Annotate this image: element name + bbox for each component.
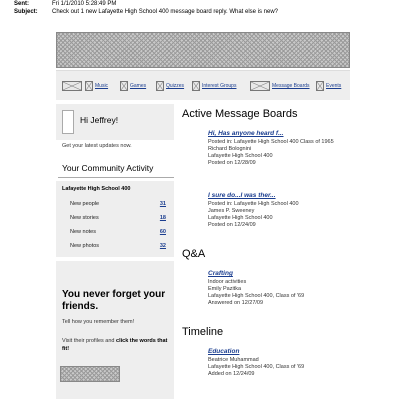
image-placeholder[interactable]	[60, 366, 120, 382]
message-board-link[interactable]: Hi, Has anyone heard f...	[208, 130, 284, 137]
sent-value: Fri 1/1/2010 5:28:49 PM	[52, 1, 117, 7]
entry-line: Posted on 12/24/09	[208, 222, 256, 228]
subject-label: Subject:	[14, 9, 38, 15]
nav-item-quizzes[interactable]	[156, 81, 184, 91]
stat-row-new-stories	[70, 215, 166, 221]
remember-friends-box	[56, 261, 174, 399]
quizzes-icon	[156, 81, 164, 91]
message-board-link[interactable]: I sure do...I was ther...	[208, 192, 276, 199]
instructions-bold-text: click the words that fit!	[62, 338, 168, 352]
divider	[58, 177, 174, 178]
entry-line: Posted in: Lafayette High School 400	[208, 201, 299, 207]
entry-line: Indoor activities	[208, 279, 247, 285]
instructions-text: Visit their profiles and	[62, 338, 117, 344]
stat-row-new-people	[70, 201, 166, 207]
nav-label[interactable]: Interest Groups	[202, 83, 237, 89]
nav-item-events[interactable]	[316, 81, 341, 91]
nav-label[interactable]: Message Boards	[272, 83, 310, 89]
stat-row-new-photos	[70, 243, 166, 249]
entry-line: Lafayette High School 400, Class of '69	[208, 293, 305, 299]
stat-label: New people	[70, 201, 100, 207]
nav-label[interactable]: Games	[130, 83, 147, 89]
nav-item-interest-groups[interactable]	[192, 81, 236, 91]
interest-groups-icon	[192, 81, 200, 91]
stat-count-link[interactable]: 18	[159, 215, 166, 221]
email-header	[14, 0, 278, 16]
qa-link[interactable]: Crafting	[208, 270, 233, 277]
music-icon	[85, 81, 93, 91]
entry-line: Richard Bolognini	[208, 146, 252, 152]
avatar[interactable]	[62, 110, 74, 134]
qa-entry	[208, 270, 348, 307]
message-board-entry	[208, 130, 348, 167]
nav-label[interactable]: Events	[326, 83, 342, 89]
timeline-entry	[208, 348, 348, 378]
community-activity-title: Your Community Activity	[62, 163, 154, 173]
entry-line: James P. Sweeney	[208, 208, 255, 214]
message-boards-icon	[250, 81, 270, 91]
updates-text: Get your latest updates now.	[62, 143, 132, 149]
image-placeholder-icon	[62, 81, 82, 91]
entry-line: Beatrice Muhammad	[208, 357, 259, 363]
community-activity-box	[56, 181, 174, 257]
entry-line: Emily Pazitka	[208, 286, 242, 292]
community-name: Lafayette High School 400	[62, 186, 131, 192]
games-icon	[120, 81, 128, 91]
remember-friends-title: You never forget your friends.	[62, 289, 166, 312]
stat-label: New photos	[70, 243, 100, 249]
entry-line: Posted in: Lafayette High School 400 Class of 1965	[208, 139, 334, 145]
nav-item-music[interactable]	[62, 81, 108, 91]
events-icon	[316, 81, 324, 91]
stat-row-new-notes	[70, 229, 166, 235]
nav-item-message-boards[interactable]	[250, 81, 310, 91]
nav-label[interactable]: Music	[95, 83, 109, 89]
stat-count-link[interactable]: 31	[159, 201, 166, 207]
nav-bar	[56, 70, 350, 100]
sent-label: Sent:	[14, 1, 29, 7]
subject-value: Check out 1 new Lafayette High School 400 message board reply. What else is new?	[52, 9, 279, 15]
stat-count-link[interactable]: 32	[159, 243, 166, 249]
greeting-text: Hi Jeffrey!	[80, 115, 119, 125]
banner-image-placeholder	[56, 32, 350, 68]
entry-line: Answered on 12/27/09	[208, 300, 264, 306]
entry-line: Posted on 12/28/09	[208, 160, 256, 166]
nav-label[interactable]: Quizzes	[166, 83, 185, 89]
message-board-entry	[208, 192, 348, 229]
greeting-box	[56, 104, 174, 140]
remember-friends-tagline: Tell how you remember them!	[62, 319, 135, 325]
stat-label: New notes	[70, 229, 96, 235]
stat-label: New stories	[70, 215, 99, 221]
remember-friends-instructions	[62, 337, 170, 353]
stat-count-link[interactable]: 60	[159, 229, 166, 235]
entry-line: Lafayette High School 400, Class of '69	[208, 364, 305, 370]
qa-heading: Q&A	[182, 248, 206, 260]
timeline-link[interactable]: Education	[208, 348, 240, 355]
timeline-heading: Timeline	[182, 326, 224, 338]
active-message-boards-heading: Active Message Boards	[182, 108, 298, 120]
entry-line: Lafayette High School 400	[208, 215, 273, 221]
nav-item-games[interactable]	[120, 81, 146, 91]
entry-line: Added on 12/24/09	[208, 371, 255, 377]
entry-line: Lafayette High School 400	[208, 153, 273, 159]
